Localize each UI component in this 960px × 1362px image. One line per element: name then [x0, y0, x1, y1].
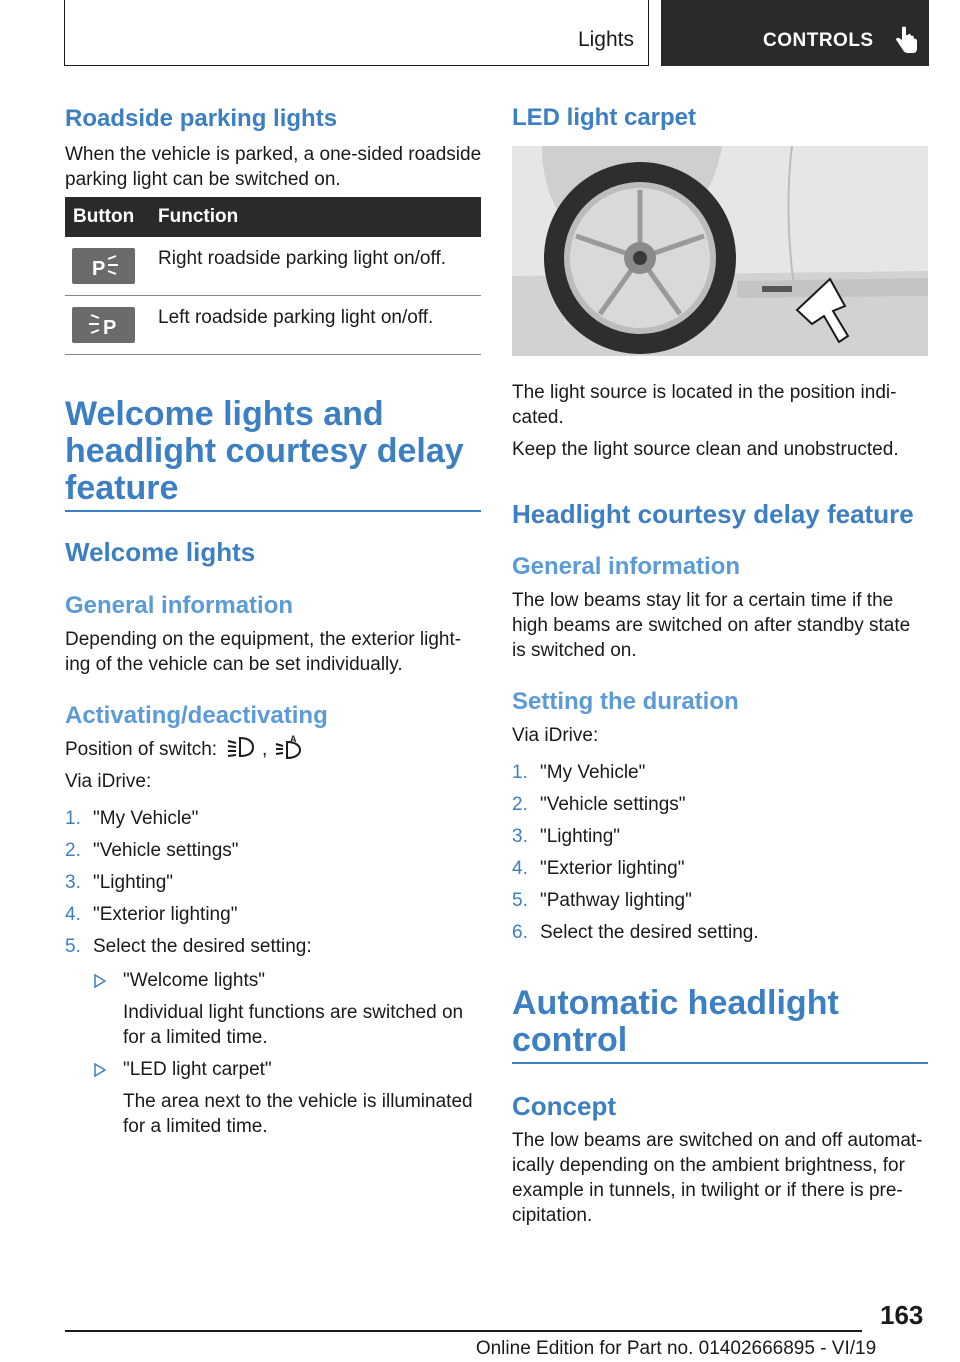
sub-option-led-carpet: "LED light carpet": [123, 1059, 272, 1080]
col-function-header: Function: [158, 206, 239, 227]
concept-line3: example in tunnels, in twilight or if there is pre-: [512, 1180, 903, 1201]
list-item: 5. Select the desired setting:: [65, 936, 312, 957]
general-info-line1: Depending on the equipment, the exterior light-: [65, 629, 462, 650]
svg-text:A: A: [290, 734, 297, 744]
svg-text:P: P: [92, 258, 106, 280]
duration-title: Setting the duration: [512, 688, 739, 715]
sub-option-desc-line2: for a limited time.: [123, 1027, 268, 1048]
table-row: [65, 296, 481, 355]
list-item: 3. "Lighting": [65, 872, 174, 893]
list-item: 6. Select the desired setting.: [512, 922, 759, 943]
low-beam-icon: [226, 734, 256, 760]
courtesy-general-line2: high beams are switched on after standby state: [512, 615, 911, 636]
carpet-text-clean: Keep the light source clean and unobstructed.: [512, 439, 899, 460]
list-item: 1. "My Vehicle": [512, 762, 646, 783]
auto-headlight-title-line1: Automatic headlight: [512, 984, 839, 1022]
welcome-section-title-line1: Welcome lights and: [65, 395, 384, 433]
switch-position-text: Position of switch:: [65, 739, 218, 760]
sub-option-desc-line2: for a limited time.: [123, 1116, 268, 1137]
courtesy-general-title: General information: [512, 553, 741, 580]
activating-title: Activating/deactivating: [65, 702, 328, 729]
footer-divider: [65, 1330, 862, 1332]
triangle-bullet-icon: [94, 1063, 106, 1077]
section-title: Lights: [577, 28, 634, 51]
list-item: 3. "Lighting": [512, 826, 621, 847]
list-item: 1. "My Vehicle": [65, 808, 199, 829]
sub-option-desc-line1: Individual light functions are switched on: [123, 1002, 464, 1023]
carpet-text-line2: cated.: [512, 407, 564, 428]
sub-option-welcome-lights: "Welcome lights": [123, 970, 265, 991]
courtesy-general-line1: The low beams stay lit for a certain time if the: [512, 590, 894, 611]
list-item: 4. "Exterior lighting": [65, 904, 238, 925]
list-item: 2. "Vehicle settings": [512, 794, 686, 815]
roadside-intro-line1: When the vehicle is parked, a one-sided roadside: [65, 144, 482, 165]
concept-line4: cipitation.: [512, 1205, 593, 1226]
triangle-bullet-icon: [94, 974, 106, 988]
list-item: 4. "Exterior lighting": [512, 858, 685, 879]
sub-option-desc-line1: The area next to the vehicle is illuminated: [123, 1091, 473, 1112]
welcome-section-title-line3: feature: [65, 469, 179, 507]
concept-line1: The low beams are switched on and off automat-: [512, 1130, 923, 1151]
header-section-box: [64, 0, 649, 66]
general-info-line2: ing of the vehicle can be set individually.: [65, 654, 403, 675]
table-row: [65, 237, 481, 296]
welcome-section-title-line2: headlight courtesy delay: [65, 432, 464, 470]
courtesy-steps-list: [512, 762, 928, 954]
automatic-headlight-icon: [274, 734, 304, 760]
courtesy-title: Headlight courtesy delay feature: [512, 499, 914, 529]
concept-title: Concept: [512, 1091, 616, 1121]
concept-line2: ically depending on the ambient brightness, for: [512, 1155, 905, 1176]
page-number: 163: [880, 1300, 924, 1330]
section-divider: [65, 510, 481, 512]
table-header: [65, 197, 481, 237]
table-cell-function: Right roadside parking light on/off.: [158, 248, 446, 269]
via-idrive-text: Via iDrive:: [512, 725, 599, 746]
list-item: 5. "Pathway lighting": [512, 890, 692, 911]
col-button-header: Button: [73, 206, 135, 227]
auto-headlight-title-line2: control: [512, 1021, 628, 1059]
vehicle-wheel-photo: [512, 146, 928, 356]
table-cell-function: Left roadside parking light on/off.: [158, 307, 434, 328]
courtesy-general-line3: is switched on.: [512, 640, 637, 661]
led-carpet-title: LED light carpet: [512, 104, 697, 131]
carpet-text-line1: The light source is located in the position indi-: [512, 382, 897, 403]
roadside-title: Roadside parking lights: [65, 105, 338, 132]
header-chapter-box: [661, 0, 929, 66]
right-parking-light-icon: [72, 248, 135, 284]
left-parking-light-icon: [72, 307, 135, 343]
roadside-table: [65, 197, 481, 355]
welcome-lights-title: Welcome lights: [65, 537, 256, 567]
svg-text:P: P: [103, 317, 117, 339]
chapter-title: CONTROLS: [763, 30, 874, 51]
welcome-steps-list: [65, 808, 481, 968]
via-idrive-text: Via iDrive:: [65, 771, 152, 792]
general-info-title: General information: [65, 592, 294, 619]
pointing-hand-icon: [893, 26, 919, 54]
section-divider: [512, 1062, 928, 1064]
switch-comma: ,: [262, 739, 268, 760]
roadside-intro-line2: parking light can be switched on.: [65, 169, 341, 190]
list-item: 2. "Vehicle settings": [65, 840, 239, 861]
edition-text: Online Edition for Part no. 01402666895 - VI/19: [475, 1338, 877, 1359]
